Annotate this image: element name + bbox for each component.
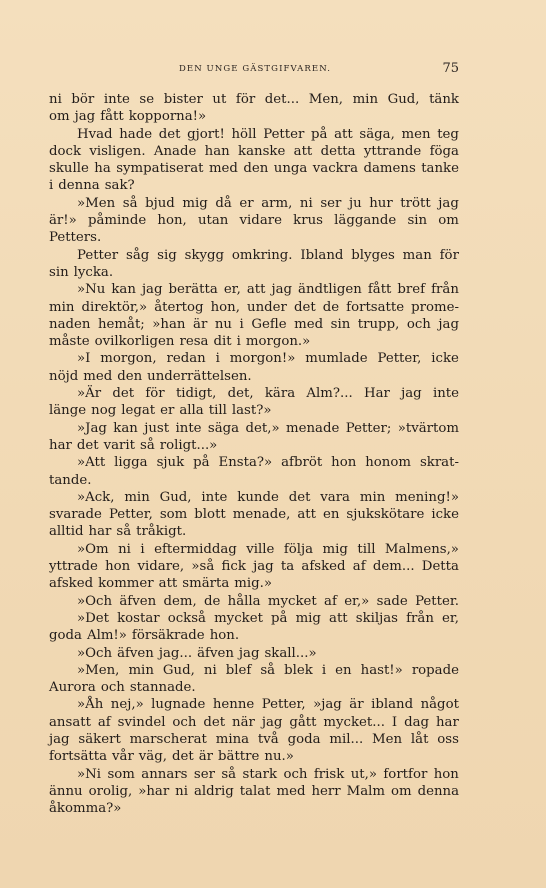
text-line: »I morgon, redan i morgon!» mumlade Petter, icke	[77, 351, 459, 367]
text-line: »Att ligga sjuk på Ensta?» afbröt hon honom skrat-	[77, 455, 459, 471]
text-line: Petter såg sig skygg omkring. Ibland blyges man för	[77, 247, 459, 263]
text-line: »Är det för tidigt, det, kära Alm?... Har jag inte	[77, 386, 459, 402]
page-number: 75	[442, 61, 459, 76]
text-line: ännu orolig, »har ni aldrig talat med herr Malm om denna	[49, 783, 459, 799]
text-line: länge nog legat er alla till last?»	[49, 403, 272, 419]
text-line: »Men, min Gud, ni blef så blek i en hast!» ropade	[77, 662, 459, 678]
text-line: »Ack, min Gud, inte kunde det vara min mening!»	[77, 489, 459, 505]
text-line: jag säkert marscherat mina två goda mil... Men låt oss	[49, 731, 459, 747]
text-line: Aurora och stannade.	[49, 680, 196, 696]
text-line: nöjd med den underrättelsen.	[49, 368, 252, 384]
text-line: skulle ha sympatiserat med den unga vackra damens tanke	[49, 161, 459, 177]
text-line: tande.	[49, 472, 92, 488]
text-line: »Nu kan jag berätta er, att jag ändtligen fått bref från	[77, 282, 459, 298]
text-line: måste ovilkorligen resa dit i morgon.»	[49, 334, 311, 350]
text-line: »Åh nej,» lugnade henne Petter, »jag är ibland något	[77, 697, 459, 713]
text-line: goda Alm!» försäkrade hon.	[49, 628, 240, 644]
text-line: »Och äfven dem, de hålla mycket af er,» sade Petter.	[77, 593, 459, 609]
running-head: DEN UNGE GÄSTGIFVAREN.	[179, 64, 332, 74]
text-line: Hvad hade det gjort! höll Petter på att säga, men teg	[77, 126, 459, 142]
text-line: min direktör,» återtog hon, under det de fortsatte prome-	[49, 299, 459, 315]
text-line: om jag fått kopporna!»	[49, 109, 207, 125]
text-line: »Men så bjud mig då er arm, ni ser ju hur trött jag	[77, 195, 459, 211]
text-line: fortsätta vår väg, det är bättre nu.»	[49, 749, 294, 765]
text-line: afsked kommer att smärta mig.»	[49, 576, 273, 592]
text-line: »Och äfven jag... äfven jag skall...»	[77, 645, 317, 661]
text-line: yttrade hon vidare, »så fick jag ta afsked af dem... Detta	[49, 559, 459, 575]
text-line: åkomma?»	[49, 801, 122, 817]
text-line: »Om ni i eftermiddag ville följa mig till Malmens,»	[77, 541, 459, 557]
text-line: »Jag kan just inte säga det,» menade Petter; »tvärtom	[77, 420, 459, 436]
text-line: »Ni som annars ser så stark och frisk ut,» fortfor hon	[77, 766, 459, 782]
text-line: har det varit så roligt...»	[49, 437, 218, 453]
text-line: ansatt af svindel och det när jag gått mycket... I dag har	[49, 714, 459, 730]
text-line: dock visligen. Anade han kanske att detta yttrande föga	[49, 143, 459, 159]
text-line: är!» påminde hon, utan vidare krus läggande sin om	[49, 213, 459, 229]
text-line: sin lycka.	[49, 264, 114, 280]
text-line: Petters.	[49, 230, 102, 246]
text-line: svarade Petter, som blott menade, att en sjukskötare icke	[49, 507, 459, 523]
text-line: i denna sak?	[49, 178, 135, 194]
body-text	[49, 91, 459, 817]
page-header	[49, 61, 459, 77]
text-line: naden hemåt; »han är nu i Gefle med sin trupp, och jag	[49, 316, 459, 332]
text-line: ni bör inte se bister ut för det... Men, min Gud, tänk	[49, 92, 459, 107]
text-line: alltid har så tråkigt.	[49, 524, 187, 540]
text-line: »Det kostar också mycket på mig att skiljas från er,	[77, 610, 459, 626]
